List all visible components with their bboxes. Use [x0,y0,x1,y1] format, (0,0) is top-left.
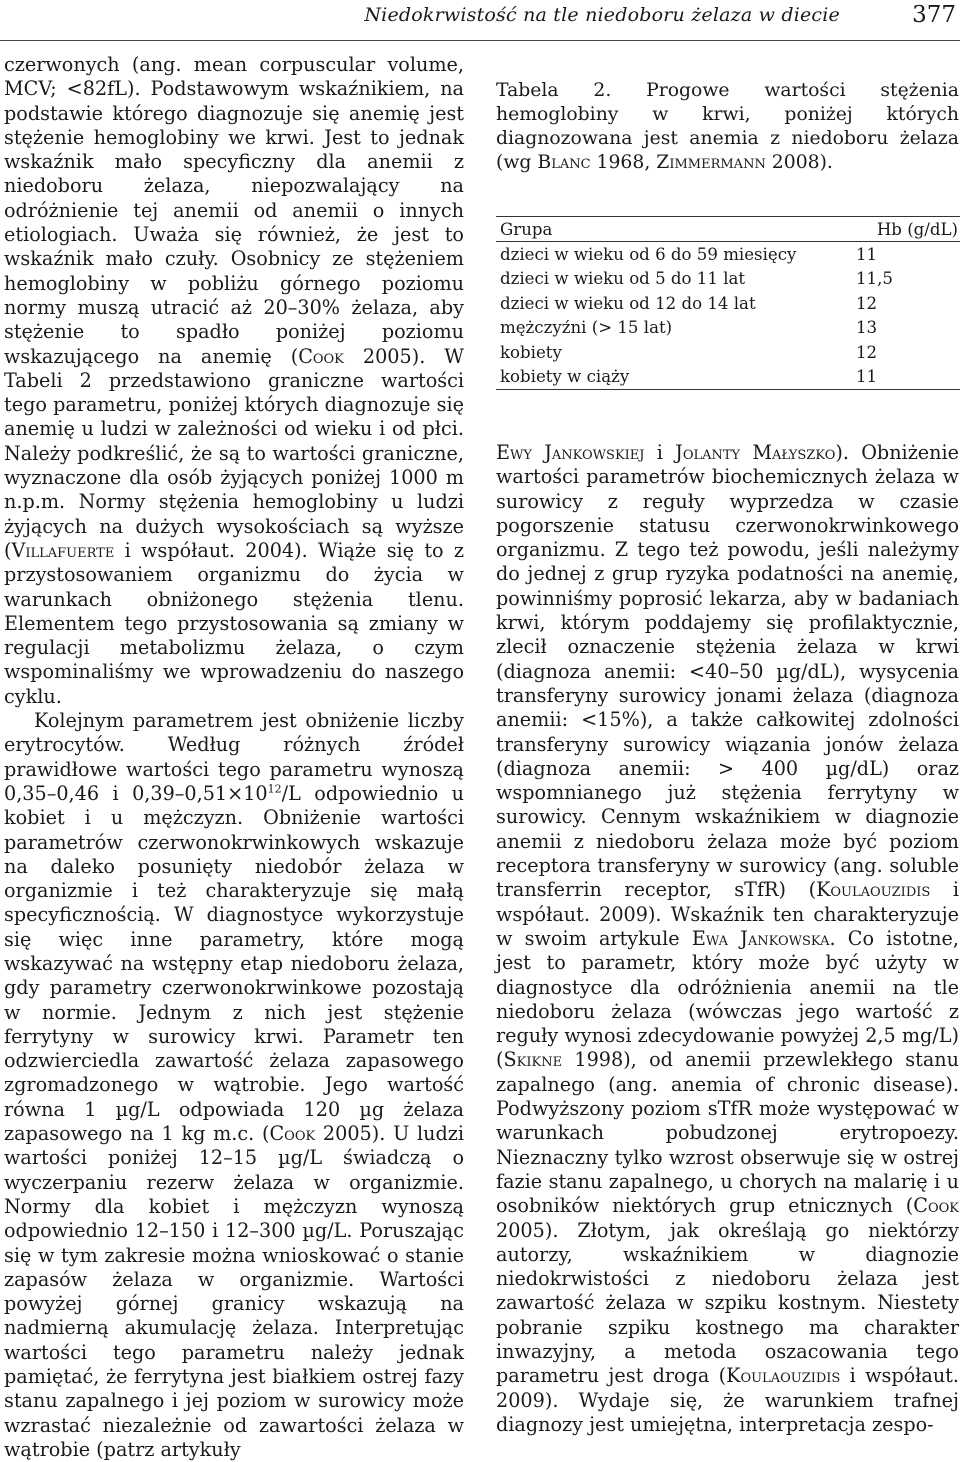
table-row [496,364,960,389]
group-cell: dzieci w wieku od 12 do 14 lat [500,293,756,313]
citation: Cook [269,1122,316,1146]
citation: Zimmermann [656,152,766,173]
table-row [496,242,960,267]
group-cell: mężczyźni (> 15 lat) [500,318,673,338]
paragraph-hemoglobin: czerwonych (ang. mean corpuscular volume, MCV; <82fL). Podstawowym wskaźnikiem, na podstawie którego diagnozuje się anemię jest stężenie hemoglobiny we krwi. Jest to jednak wskaźnik mało specyficzny dla anemii z niedoboru żelaza, niepozwalający na odróżnienie tej anemii od anemii o innych etiologiach. Uważa się również, że jest to wskaźnik mało czuły. Osobnicy ze stężeniem hemoglobiny w pobliżu górnego poziomu normy muszą utracić aż 20–30% żelaza, aby stężenie to spadło poniżej poziomu wskazującego na anemię (Cook 2005). W Tabeli 2 przedstawiono graniczne wartości tego parametru, poniżej których diagnozuje się anemię u ludzi w zależności od wieku i od płci. Należy podkreślić, że są to wartości graniczne, wyznaczone dla osób żyjących poniżej 1000 m n.p.m. Normy stężenia hemoglobiny u ludzi żyjących na dużych wysokościach są wyższe (Villafuerte i współaut. 2004). Wiąże się to z przystosowaniem organizmu do życia w warunkach obniżonego stężenia tlenu. Elementem tego przystosowania są zmiany w regulacji metabolizmu żelaza, o czym wspominaliśmy we wprowadzeniu do naszego cyklu. [4,53,464,708]
table-header-row [496,217,960,242]
paragraph-erythrocytes: Kolejnym parametrem jest obniżenie liczby erytrocytów. Według różnych źródeł prawidłowe wartości tego parametru wynoszą 0,35–0,46 i $0,39-0,51\times 10^{12}/L$ odpowiednio u kobiet i u mężczyzn. Obniżenie wartości parametrów czerwonokrwinkowych wskazuje na daleko posunięty niedobór żelaza w organizmie i też charakteryzuje się małą specyficznością. W diagnostyce wykorzystuje się więc inne parametry, które mogą wskazywać na wstępny etap niedoboru żelaza, gdy parametry czerwonokrwinkowe pozostają w normie. Jednym z nich jest stężenie ferrytyny w surowicy krwi. Parametr ten odzwierciedla zawartość żelaza zapasowego zgromadzonego w wątrobie. Jego wartość równa 1 µg/L odpowiada 120 µg żelaza zapasowego na 1 kg m.c. (Cook 2005). U ludzi wartości poniżej 12–15 µg/L świadczą o wyczerpaniu rezerw żelaza w organizmie. Normy dla kobiet i mężczyzn wynoszą odpowiednio 12–150 i 12–300 µg/L. Poruszając się w tym zakresie można wnioskować o stanie zapasów żelaza w organizmie. Wartości powyżej górnej granicy wskazują na nadmierną akumulację żelaza. Interpretując wartości tego parametru należy jednak pamiętać, że ferrytyna jest białkiem ostrej fazy stanu zapalnego i jej poziom w surowicy może wzrastać niezależnie od zawartości żelaza w wątrobie (patrz artykuły [4,709,465,1461]
hemoglobin-threshold-table [496,216,960,390]
citation: Jolanty Małyszko [675,441,836,464]
table-row [496,267,960,291]
citation: Skikne [503,1048,563,1072]
table-row [496,316,960,340]
running-title: Niedokrwistość na tle niedoboru żelaza w diecie [364,4,840,26]
group-cell: kobiety [500,342,562,362]
group-cell: dzieci w wieku od 6 do 59 miesięcy [500,245,797,265]
page-header [0,0,960,41]
column-header-group: Grupa [500,219,553,239]
citation: Blanc [537,152,591,173]
hb-cell: 11 [856,367,878,387]
hb-cell: 12 [856,342,878,362]
citation: Koulaouzidis [816,878,931,902]
column-header-hb: Hb (g/dL) [876,219,958,239]
hb-cell: 12 [856,293,878,313]
table-row [496,340,960,364]
group-cell: dzieci w wieku od 5 do 11 lat [500,269,746,289]
citation: Koulaouzidis [726,1364,841,1388]
table-row [496,291,960,315]
right-column [496,441,959,1437]
hb-cell: 11 [856,245,878,265]
citation: Ewa Jankowska [691,926,830,950]
left-column [4,53,464,1462]
citation: Ewy Jankowskiej [496,441,645,464]
table-caption: Tabela 2. Progowe wartości stężenia hemoglobiny w krwi, poniżej których diagnozowana jest anemia z niedoboru żelaza (wg Blanc 1968, Zimmermann 2008). [496,80,959,173]
hb-cell: 11,5 [856,269,893,289]
hb-cell: 13 [856,318,878,338]
citation: Cook [913,1194,959,1218]
group-cell: kobiety w ciąży [500,367,630,387]
citation: Villafuerte [11,538,115,562]
citation: Cook [298,344,344,368]
paragraph-biochemical-parameters: Ewy Jankowskiej i Jolanty Małyszko). Obniżenie wartości parametrów biochemicznych żelaza w surowicy z reguły wyprzedza w czasie pogorszenie statusu czerwonokrwinkowego organizmu. Z tego też powodu, jeśli należymy do jednej z grup ryzyka podatności na anemię, powinniśmy poprosić lekarza, aby w badaniach krwi, którym poddajemy się profilaktycznie, zlecił oznaczenie stężenia żelaza w krwi (diagnoza anemii: <40–50 µg/dL), wysycenia transferyny surowicy jonami żelaza (diagnoza anemii: <15%), a także całkowitej zdolności transferyny surowicy wiązania jonów żelaza (diagnoza anemii: > 400 µg/dL) oraz wspomnianego już stężenia ferrytyny w surowicy. Cennym wskaźnikiem w diagnozie anemii z niedoboru żelaza może być poziom receptora transferyny w surowicy (ang. soluble transferrin receptor, sTfR) (Koulaouzidis i współaut. 2009). Wskaźnik ten charakteryzuje w swoim artykule Ewa Jankowska. Co istotne, jest to parametr, który może być użyty w diagnostyce dla odróżnienia anemii na tle niedoboru żelaza (wówczas jego wartość z reguły wynosi zdecydowanie powyżej 2,5 mg/L) (Skikne 1998), od anemii przewlekłego stanu zapalnego (ang. anemia of chronic disease). Podwyższony poziom sTfR może występować w warunkach pobudzonej erytropoezy. Nieznaczny tylko wzrost obserwuje się w ostrej fazie stanu zapalnego, u chorych na malarię i u osobników niektórych grup etnicznych (Cook 2005). Złotym, jak określają go niektórzy autorzy, wskaźnikiem w diagnozie niedokrwistości z niedoboru żelaza jest zawartość żelaza w szpiku kostnym. Niestety pobranie szpiku kostnego ma charakter inwazyjny, a metoda oszacowania tego parametru jest droga (Koulaouzidis i współaut. 2009). Wydaje się, że warunkiem trafnej diagnozy jest umiejętna, interpretacja zespo- [496,441,960,1436]
page-number: 377 [912,2,956,28]
